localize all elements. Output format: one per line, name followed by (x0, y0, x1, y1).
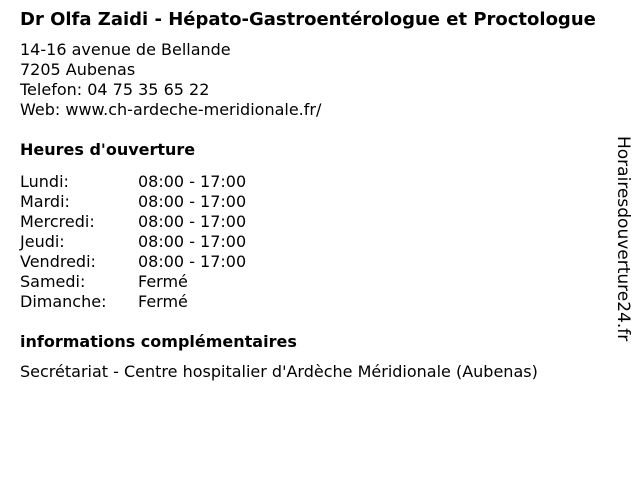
time-value: 08:00 - 17:00 (138, 172, 247, 191)
page-title: Dr Olfa Zaidi - Hépato-Gastroentérologue et Proctologue (20, 9, 596, 30)
day-label: Jeudi: (20, 232, 65, 251)
city-address: 7205 Aubenas (20, 60, 136, 79)
time-value: 08:00 - 17:00 (138, 192, 247, 211)
hours-row-saturday (20, 272, 605, 292)
hours-row-sunday (20, 292, 605, 312)
time-value: 08:00 - 17:00 (138, 252, 247, 271)
hours-row-friday (20, 252, 605, 272)
hours-row-monday (20, 172, 605, 192)
street-address: 14-16 avenue de Bellande (20, 40, 231, 59)
time-value: Fermé (138, 292, 188, 311)
hours-row-tuesday (20, 192, 605, 212)
day-label: Mercredi: (20, 212, 95, 231)
day-label: Vendredi: (20, 252, 96, 271)
hours-row-thursday (20, 232, 605, 252)
additional-info-text: Secrétariat - Centre hospitalier d'Ardèche Méridionale (Aubenas) (20, 362, 538, 381)
time-value: 08:00 - 17:00 (138, 212, 247, 231)
time-value: 08:00 - 17:00 (138, 232, 247, 251)
hours-row-wednesday (20, 212, 605, 232)
brand-watermark: Horairesdouverture24.fr (613, 136, 633, 342)
day-label: Dimanche: (20, 292, 107, 311)
day-label: Lundi: (20, 172, 69, 191)
website-line: Web: www.ch-ardeche-meridionale.fr/ (20, 100, 322, 119)
business-card (20, 9, 605, 382)
day-label: Mardi: (20, 192, 70, 211)
day-label: Samedi: (20, 272, 86, 291)
opening-hours-table (20, 172, 605, 312)
additional-info-heading: informations complémentaires (20, 332, 297, 351)
phone-number: Telefon: 04 75 35 65 22 (20, 80, 210, 99)
time-value: Fermé (138, 272, 188, 291)
address-block (20, 40, 605, 120)
opening-hours-heading: Heures d'ouverture (20, 140, 196, 159)
